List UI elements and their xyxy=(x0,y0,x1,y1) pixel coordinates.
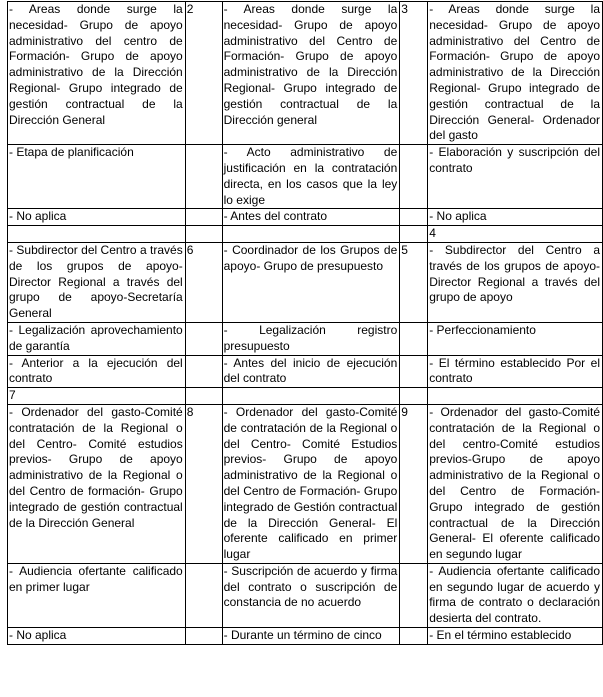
step-number-cell xyxy=(400,145,428,209)
separator-cell xyxy=(222,388,400,405)
timing-cell: - Anterior a la ejecución del contrato xyxy=(8,355,186,388)
step-number-cell: 2 xyxy=(185,2,222,145)
responsible-cell: - Areas donde surge la necesidad- Grupo de apoyo administrativo del Centro de Formación- Grupo de apoyo administrativo de la Dirección Regional- Grupo integrado de gestión contractual de la Dirección General- Ordenador del gasto xyxy=(428,2,603,145)
responsible-cell: - Ordenador del gasto-Comité contratación de la Regional o del centro-Comité estudios previos-Grupo de apoyo administrativo de la Regional o del Centro de Formación- Grupo integrado de gestión contractual de la Dirección General- El oferente calificado en segundo lugar xyxy=(428,404,603,563)
responsible-cell: - Coordinador de los Grupos de apoyo- Grupo de presupuesto xyxy=(222,242,400,322)
step-number-cell xyxy=(400,209,428,226)
step-number-cell xyxy=(400,628,428,645)
step-number-cell xyxy=(400,355,428,388)
timing-cell: - En el término establecido xyxy=(428,628,603,645)
timing-cell: - El término establecido Por el contrato xyxy=(428,355,603,388)
table-row xyxy=(8,322,603,355)
table-row xyxy=(8,404,603,563)
table-row xyxy=(8,563,603,627)
responsible-cell: - Areas donde surge la necesidad- Grupo de apoyo administrativo del centro de Formación- Grupo de apoyo administrativo de la Dirección Regional- Grupo integrado de gestión contractual de la Dirección General xyxy=(8,2,186,145)
step-number-cell xyxy=(185,145,222,209)
timing-cell: - No aplica xyxy=(8,628,186,645)
timing-cell: - Antes del contrato xyxy=(222,209,400,226)
activity-cell: - Etapa de planificación xyxy=(8,145,186,209)
step-number-cell xyxy=(185,563,222,627)
separator-cell xyxy=(222,226,400,243)
activity-cell: - Perfeccionamiento xyxy=(428,322,603,355)
step-number-cell xyxy=(400,226,428,243)
responsible-cell: - Ordenador del gasto-Comité de contratación de la Regional o del Centro- Comité Estudios previos- Grupo de apoyo administrativo de la Regional o del Centro de Formación- Grupo integrado de Gestión contractual de la Dirección General- El oferente calificado en primer lugar xyxy=(222,404,400,563)
table-row xyxy=(8,242,603,322)
step-number-cell xyxy=(185,322,222,355)
table-row xyxy=(8,226,603,243)
step-number-cell xyxy=(185,355,222,388)
table-row xyxy=(8,145,603,209)
activity-cell: - Elaboración y suscripción del contrato xyxy=(428,145,603,209)
activity-cell: - Acto administrativo de justificación en la contratación directa, en los casos que la ley lo exige xyxy=(222,145,400,209)
step-number-cell xyxy=(400,322,428,355)
activity-cell: - Audiencia ofertante calificado en segundo lugar de acuerdo y firma de contrato o declaración desierta del contrato. xyxy=(428,563,603,627)
activity-cell: - Suscripción de acuerdo y firma del contrato o suscripción de constancia de no acuerdo xyxy=(222,563,400,627)
step-number-cell: 7 xyxy=(8,388,186,405)
step-number-cell: 6 xyxy=(185,242,222,322)
step-number-cell: 9 xyxy=(400,404,428,563)
activity-cell: - Legalización aprovechamiento de garantía xyxy=(8,322,186,355)
timing-cell: - No aplica xyxy=(428,209,603,226)
table-row xyxy=(8,628,603,645)
responsible-cell: - Ordenador del gasto-Comité contratación de la Regional o del Centro- Comité estudios previos- Grupo de apoyo administrativo de la Regional o del Centro de formación- Grupo integrado de gestión contractual de la Dirección General xyxy=(8,404,186,563)
process-table xyxy=(7,1,603,645)
timing-cell: - Durante un término de cinco xyxy=(222,628,400,645)
step-number-cell xyxy=(400,388,428,405)
step-number-cell: 3 xyxy=(400,2,428,145)
step-number-cell xyxy=(185,209,222,226)
table-row xyxy=(8,209,603,226)
activity-cell: - Audiencia ofertante calificado en primer lugar xyxy=(8,563,186,627)
timing-cell: - Antes del inicio de ejecución del contrato xyxy=(222,355,400,388)
step-number-cell: 8 xyxy=(185,404,222,563)
step-number-cell: 5 xyxy=(400,242,428,322)
table-row xyxy=(8,355,603,388)
separator-cell xyxy=(8,226,186,243)
step-number-cell xyxy=(185,388,222,405)
activity-cell: - Legalización registro presupuesto xyxy=(222,322,400,355)
step-number-cell xyxy=(185,628,222,645)
timing-cell: - No aplica xyxy=(8,209,186,226)
separator-cell xyxy=(428,388,603,405)
step-number-cell xyxy=(400,563,428,627)
responsible-cell: - Areas donde surge la necesidad- Grupo de apoyo administrativo del Centro de Formación- Grupo de apoyo administrativo de la Dirección Regional- Grupo integrado de gestión contractual de la Dirección general xyxy=(222,2,400,145)
step-number-cell: 4 xyxy=(428,226,603,243)
responsible-cell: - Subdirector del Centro a través de los grupos de apoyo- Director Regional a través del grupo de apoyo xyxy=(428,242,603,322)
responsible-cell: - Subdirector del Centro a través de los grupos de apoyo- Director Regional a través del grupo de apoyo-Secretaría General xyxy=(8,242,186,322)
step-number-cell xyxy=(185,226,222,243)
table-row xyxy=(8,2,603,145)
table-row xyxy=(8,388,603,405)
